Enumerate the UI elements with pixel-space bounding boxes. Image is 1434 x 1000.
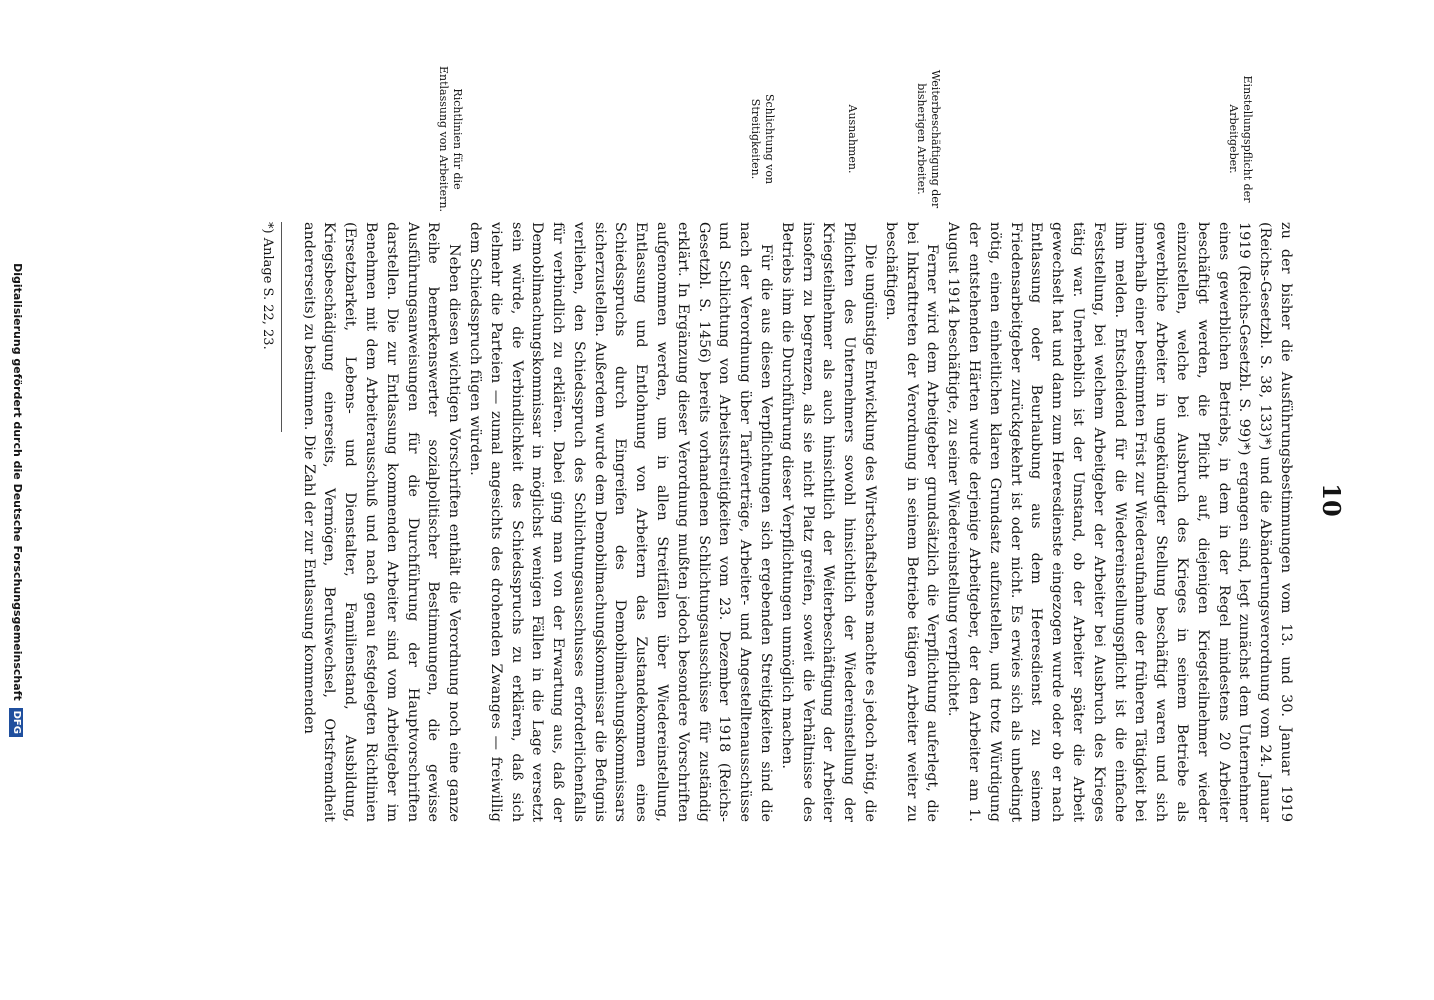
credit-text: Digitalisierung gefördert durch die Deutsche Forschungsgemeinschaft: [11, 263, 24, 701]
margin-note-schlichtung: Schlichtung von Streitigkeiten.: [749, 93, 776, 185]
paragraph: zu der bisher die Ausführungsbestimmungen vom 13. und 30. Januar 1919 (Reichs-Gesetzbl. S. 38, 133)*) und die Abänderungsverordnung vom 24. Januar 1919 (Reichs-Gesetzbl. S. 99)*) ergangen sind, legt zunächst dem Unternehmer eines gewerblichen Betriebs, in dem in der Regel mindestens 20 Arbeiter beschäftigt werden, die Pflicht auf, diejenigen Kriegsteilnehmer wieder einzustellen, welche bei Ausbruch des Krieges in seinem Betriebe als gewerbliche Arbeiter in ungekündigter Stellung beschäftigt waren und sich innerhalb einer bestimmten Frist zur Wiederaufnahme der früheren Tätigkeit bei ihm melden. Entscheidend für die Wiedereinstellungspflicht ist die einfache Feststellung, bei welchem Arbeitgeber der Arbeiter bei Ausbruch des Krieges tätig war. Unerheblich ist der Umstand, ob der Arbeiter später die Arbeit gewechselt hat und dann zum Heeresdienste eingezogen wurde oder ob er nach Entlassung oder Beurlaubung aus dem Heeresdienst zu seinem Friedensarbeitgeber zurückgekehrt ist oder nicht. Es erwies sich als unbedingt nötig, einen einheitlichen klaren Grundsatz aufzustellen, und trotz Würdigung der entstehenden Härten wurde derjenige Arbeitgeber, der den Arbeiter am 1. August 1914 beschäftigte, zu seiner Wiedereinstellung verpflichtet.: [945, 222, 1294, 822]
digitization-credit: [9, 0, 24, 1000]
dfg-logo: DFG: [9, 708, 23, 737]
margin-note-einstellungspflicht: Einstellungspflicht der Arbeitgeber.: [1227, 75, 1255, 203]
paragraph: Für die aus diesen Verpflichtungen sich ergebenden Streitigkeiten sind die nach der Verordnung über Tarifverträge, Arbeiter- und Angestelltenausschüsse und Schlichtung von Arbeitsstreitigkeiten vom 23. Dezember 1918 (Reichs-Gesetzbl. S. 1456) bereits vorhandenen Schlichtungsausschüsse für zuständig erklärt. In Ergänzung dieser Verordnung mußten jedoch besondere Vorschriften aufgenommen werden, um in allen Streitfällen über Wiedereinstellung, Entlassung und Entlohnung von Arbeitern das Zustandekommen eines Schiedsspruchs durch Eingreifen des Demobilmachungskommissars sicherzustellen. Außerdem wurde dem Demobilmachungskommissar die Befugnis verliehen, den Schiedsspruch des Schlichtungsausschusses erforderlichenfalls für verbindlich zu erklären. Dabei ging man von der Erwartung aus, daß der Demobilmachungskommissar in möglichst wenigen Fällen in die Lage versetzt sein würde, die Verbindlichkeit des Schiedsspruchs zu erklären, daß sich vielmehr die Parteien — zumal angesichts des drohenden Zwanges — freiwillig dem Schiedsspruch fügen würden.: [466, 222, 775, 822]
margin-note-weiterbeschaeftigung: Weiterbeschäftigung der bisherigen Arbeiter.: [915, 69, 942, 209]
margin-note-ausnahmen: Ausnahmen.: [846, 104, 860, 174]
footnote-rule: [281, 222, 282, 432]
paragraph: Die ungünstige Entwicklung des Wirtschaftslebens machte es jedoch nötig, die Pflichten des Unternehmers sowohl hinsichtlich der Wiedereinstellung der Kriegsteilnehmer als auch hinsichtlich der Weiterbeschäftigung der Arbeiter insofern zu begrenzen, als sie nicht Platz greifen, soweit die Verhältnisse des Betriebs ihm die Durchführung dieser Verpflichtungen unmöglich machen.: [778, 222, 879, 822]
footnote: *) Anlage S. 22, 23.: [260, 222, 275, 350]
paragraph: Neben diesen wichtigen Vorschriften enthält die Verordnung noch eine ganze Reihe bemerkenswerter sozialpolitischer Bestimmungen, die gewisse Ausführungsanweisungen für die Durchführung der Hauptvorschriften darstellen. Die zur Entlassung kommenden Arbeiter sind vom Arbeitgeber im Benehmen mit dem Arbeiterausschuß und nach genau festgelegten Richtlinien (Ersetzbarkeit, Lebens- und Dienstalter, Familienstand, Ausbildung, Kriegsbeschädigung einerseits, Vermögen, Berufswechsel, Ortsfremdheit andererseits) zu bestimmen. Die Zahl der zur Entlassung kommenden: [300, 222, 463, 822]
margin-note-richtlinien: Richtlinien für die Entlassung von Arbeitern.: [437, 65, 464, 213]
body-text: [298, 222, 1296, 822]
paragraph: Ferner wird dem Arbeitgeber grundsätzlich die Verpflichtung auferlegt, die bei Inkrafttreten der Verordnung in seinem Betriebe tätigen Arbeiter weiter zu beschäftigen.: [882, 222, 941, 822]
page-number: 10: [1317, 483, 1346, 517]
